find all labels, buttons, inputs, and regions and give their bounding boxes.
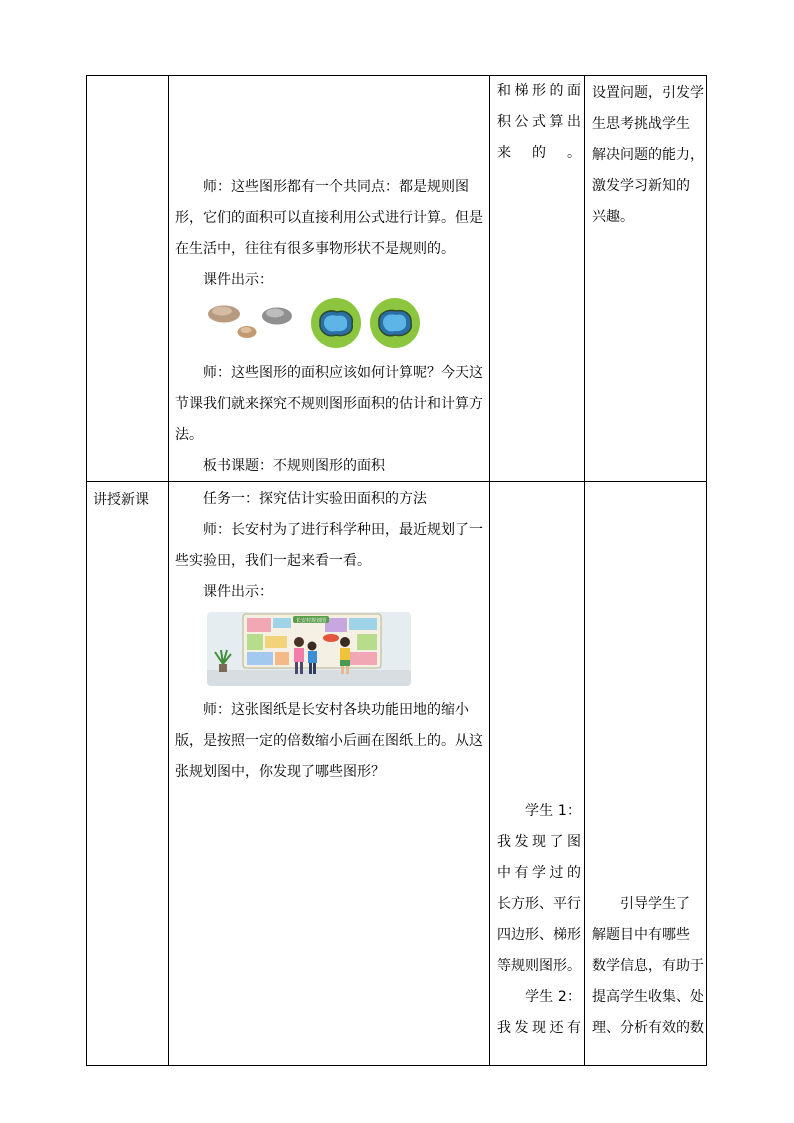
- stone-icon: [238, 326, 257, 338]
- stage-cell: [87, 76, 169, 482]
- irregular-shapes-figure: [207, 298, 447, 350]
- plan-board-graphic: [207, 612, 411, 686]
- intent-line: 兴趣。: [592, 209, 634, 225]
- intent-line: 提高学生收集、处: [592, 989, 704, 1005]
- lesson-plan-table: [86, 75, 707, 1066]
- student-line: 等规则图形。: [497, 958, 581, 974]
- student-line: 和梯形的面: [497, 83, 581, 99]
- student-line: 我发现还有: [497, 1020, 581, 1036]
- student-line: 我发现了图: [497, 834, 581, 850]
- design-intent-cell: [585, 76, 707, 482]
- teacher-paragraph: 师：这张图纸是长安村各块功能田地的缩小版，是按照一定的倍数缩小后画在图纸上的。从这张规划图中，你发现了哪些图形？: [175, 702, 483, 780]
- teacher-paragraph: 师：长安村为了进行科学种田，最近规划了一些实验田，我们一起来看一看。: [175, 522, 483, 569]
- design-intent-cell: [585, 482, 707, 1066]
- plan-map-title: 长安村规划图: [295, 618, 327, 624]
- student-line: 积公式算出: [497, 114, 581, 130]
- stone-icon: [208, 306, 240, 323]
- table-row: [87, 76, 707, 482]
- pond-icon: [311, 298, 361, 348]
- stone-icon: [262, 308, 292, 325]
- student-label: 学生 1：: [525, 803, 581, 819]
- stage-label: 讲授新课: [93, 492, 149, 508]
- student-line: 中有学过的: [497, 865, 581, 881]
- teacher-activity-cell: [169, 482, 490, 1066]
- student-activity-cell: [490, 482, 585, 1066]
- table-row: [87, 482, 707, 1066]
- intent-line: 生思考挑战学生: [592, 116, 690, 132]
- task-title: 任务一：探究估计实验田面积的方法: [203, 491, 427, 507]
- intent-line: 设置问题，引发学: [592, 85, 704, 101]
- intent-line: 激发学习新知的: [592, 178, 690, 194]
- student-line: 来的。: [497, 145, 581, 161]
- student-activity-cell: [490, 76, 585, 482]
- board-title: 板书课题：不规则图形的面积: [203, 458, 385, 474]
- teacher-paragraph: 师：这些图形都有一个共同点：都是规则图形，它们的面积可以直接利用公式进行计算。但是在生活中，往往有很多事物形状不是规则的。: [175, 179, 483, 257]
- pond-icon: [370, 298, 420, 348]
- intent-line: 解决问题的能力，: [592, 147, 704, 163]
- intent-line: 解题目中有哪些: [592, 927, 690, 943]
- student-line: 长方形、平行: [497, 896, 581, 912]
- intent-line: 引导学生了: [620, 896, 690, 912]
- courseware-label: 课件出示：: [203, 272, 273, 288]
- village-plan-illustration: [207, 612, 411, 686]
- intent-line: 数学信息，有助于: [592, 958, 704, 974]
- student-label: 学生 2：: [525, 989, 581, 1005]
- teacher-paragraph: 师：这些图形的面积应该如何计算呢？今天这节课我们就来探究不规则图形面积的估计和计算方法。: [175, 365, 483, 443]
- courseware-label: 课件出示：: [203, 584, 273, 600]
- stage-cell: [87, 482, 169, 1066]
- teacher-activity-cell: [169, 76, 490, 482]
- intent-line: 理、分析有效的数: [592, 1020, 704, 1036]
- student-line: 四边形、梯形: [497, 927, 581, 943]
